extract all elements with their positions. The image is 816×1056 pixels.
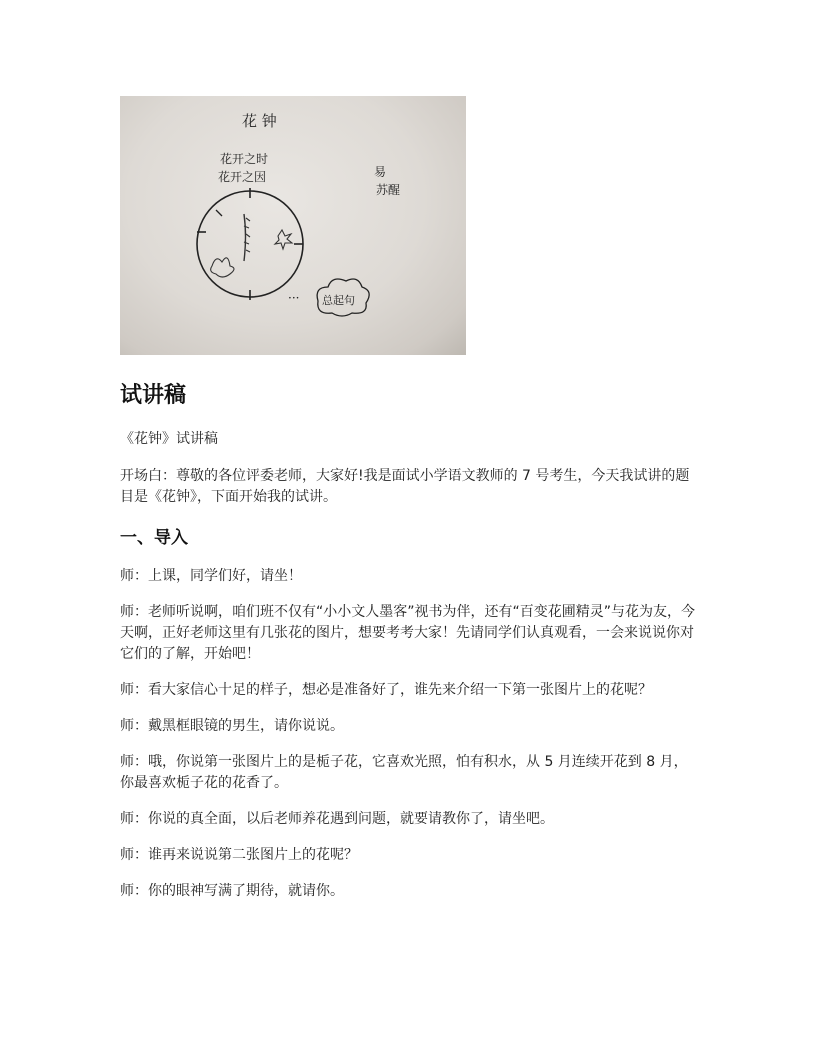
paragraph: 师：你说的真全面，以后老师养花遇到问题，就要请教你了，请坐吧。 (120, 811, 554, 827)
paragraph: 师：谁再来说说第二张图片上的花呢？ (120, 847, 358, 863)
paragraph: 师：戴黑框眼镜的男生，请你说说。 (120, 718, 344, 734)
clock-circle (197, 191, 303, 297)
paragraph: 师：你的眼神写满了期待，就请你。 (120, 883, 344, 899)
bubble-text: 总起句 (322, 294, 355, 307)
document-subtitle: 《花钟》试讲稿 (120, 431, 218, 447)
document-heading: 试讲稿 (120, 383, 187, 408)
sketch-note-right-2: 苏醒 (376, 183, 401, 197)
paragraph: 师：哦，你说第一张图片上的是栀子花，它喜欢光照，怕有积水，从 5 月连续开花到 8 月，你最喜欢栀子花的花香了。 (120, 754, 688, 791)
sketch-note-left-1: 花开之时 (220, 152, 269, 166)
paragraph: 师：看大家信心十足的样子，想必是准备好了，谁先来介绍一下第一张图片上的花呢？ (120, 682, 652, 698)
flower-clock-sketch (120, 96, 466, 355)
paragraph: 师：老师听说啊，咱们班不仅有“小小文人墨客”视书为伴，还有“百变花圃精灵”与花为友，今天啊，正好老师这里有几张花的图片，想要考考大家！先请同学们认真观看，一会来说说你对它们的了解，开始吧！ (120, 604, 696, 662)
paragraph: 师：上课，同学们好，请坐！ (120, 568, 302, 584)
handwritten-flower-clock-photo (120, 96, 466, 355)
sketch-note-right-1: 易 (374, 165, 387, 179)
sketch-title: 花 钟 (242, 112, 277, 130)
intro-paragraph: 开场白：尊敬的各位评委老师，大家好!我是面试小学语文教师的 7 号考生，今天我试讲的题目是《花钟》，下面开始我的试讲。 (120, 468, 690, 505)
section-heading-intro: 一、导入 (120, 528, 188, 548)
sketch-dots: ··· (288, 291, 300, 305)
document-page (120, 96, 700, 902)
sketch-note-left-2: 花开之因 (218, 170, 267, 184)
